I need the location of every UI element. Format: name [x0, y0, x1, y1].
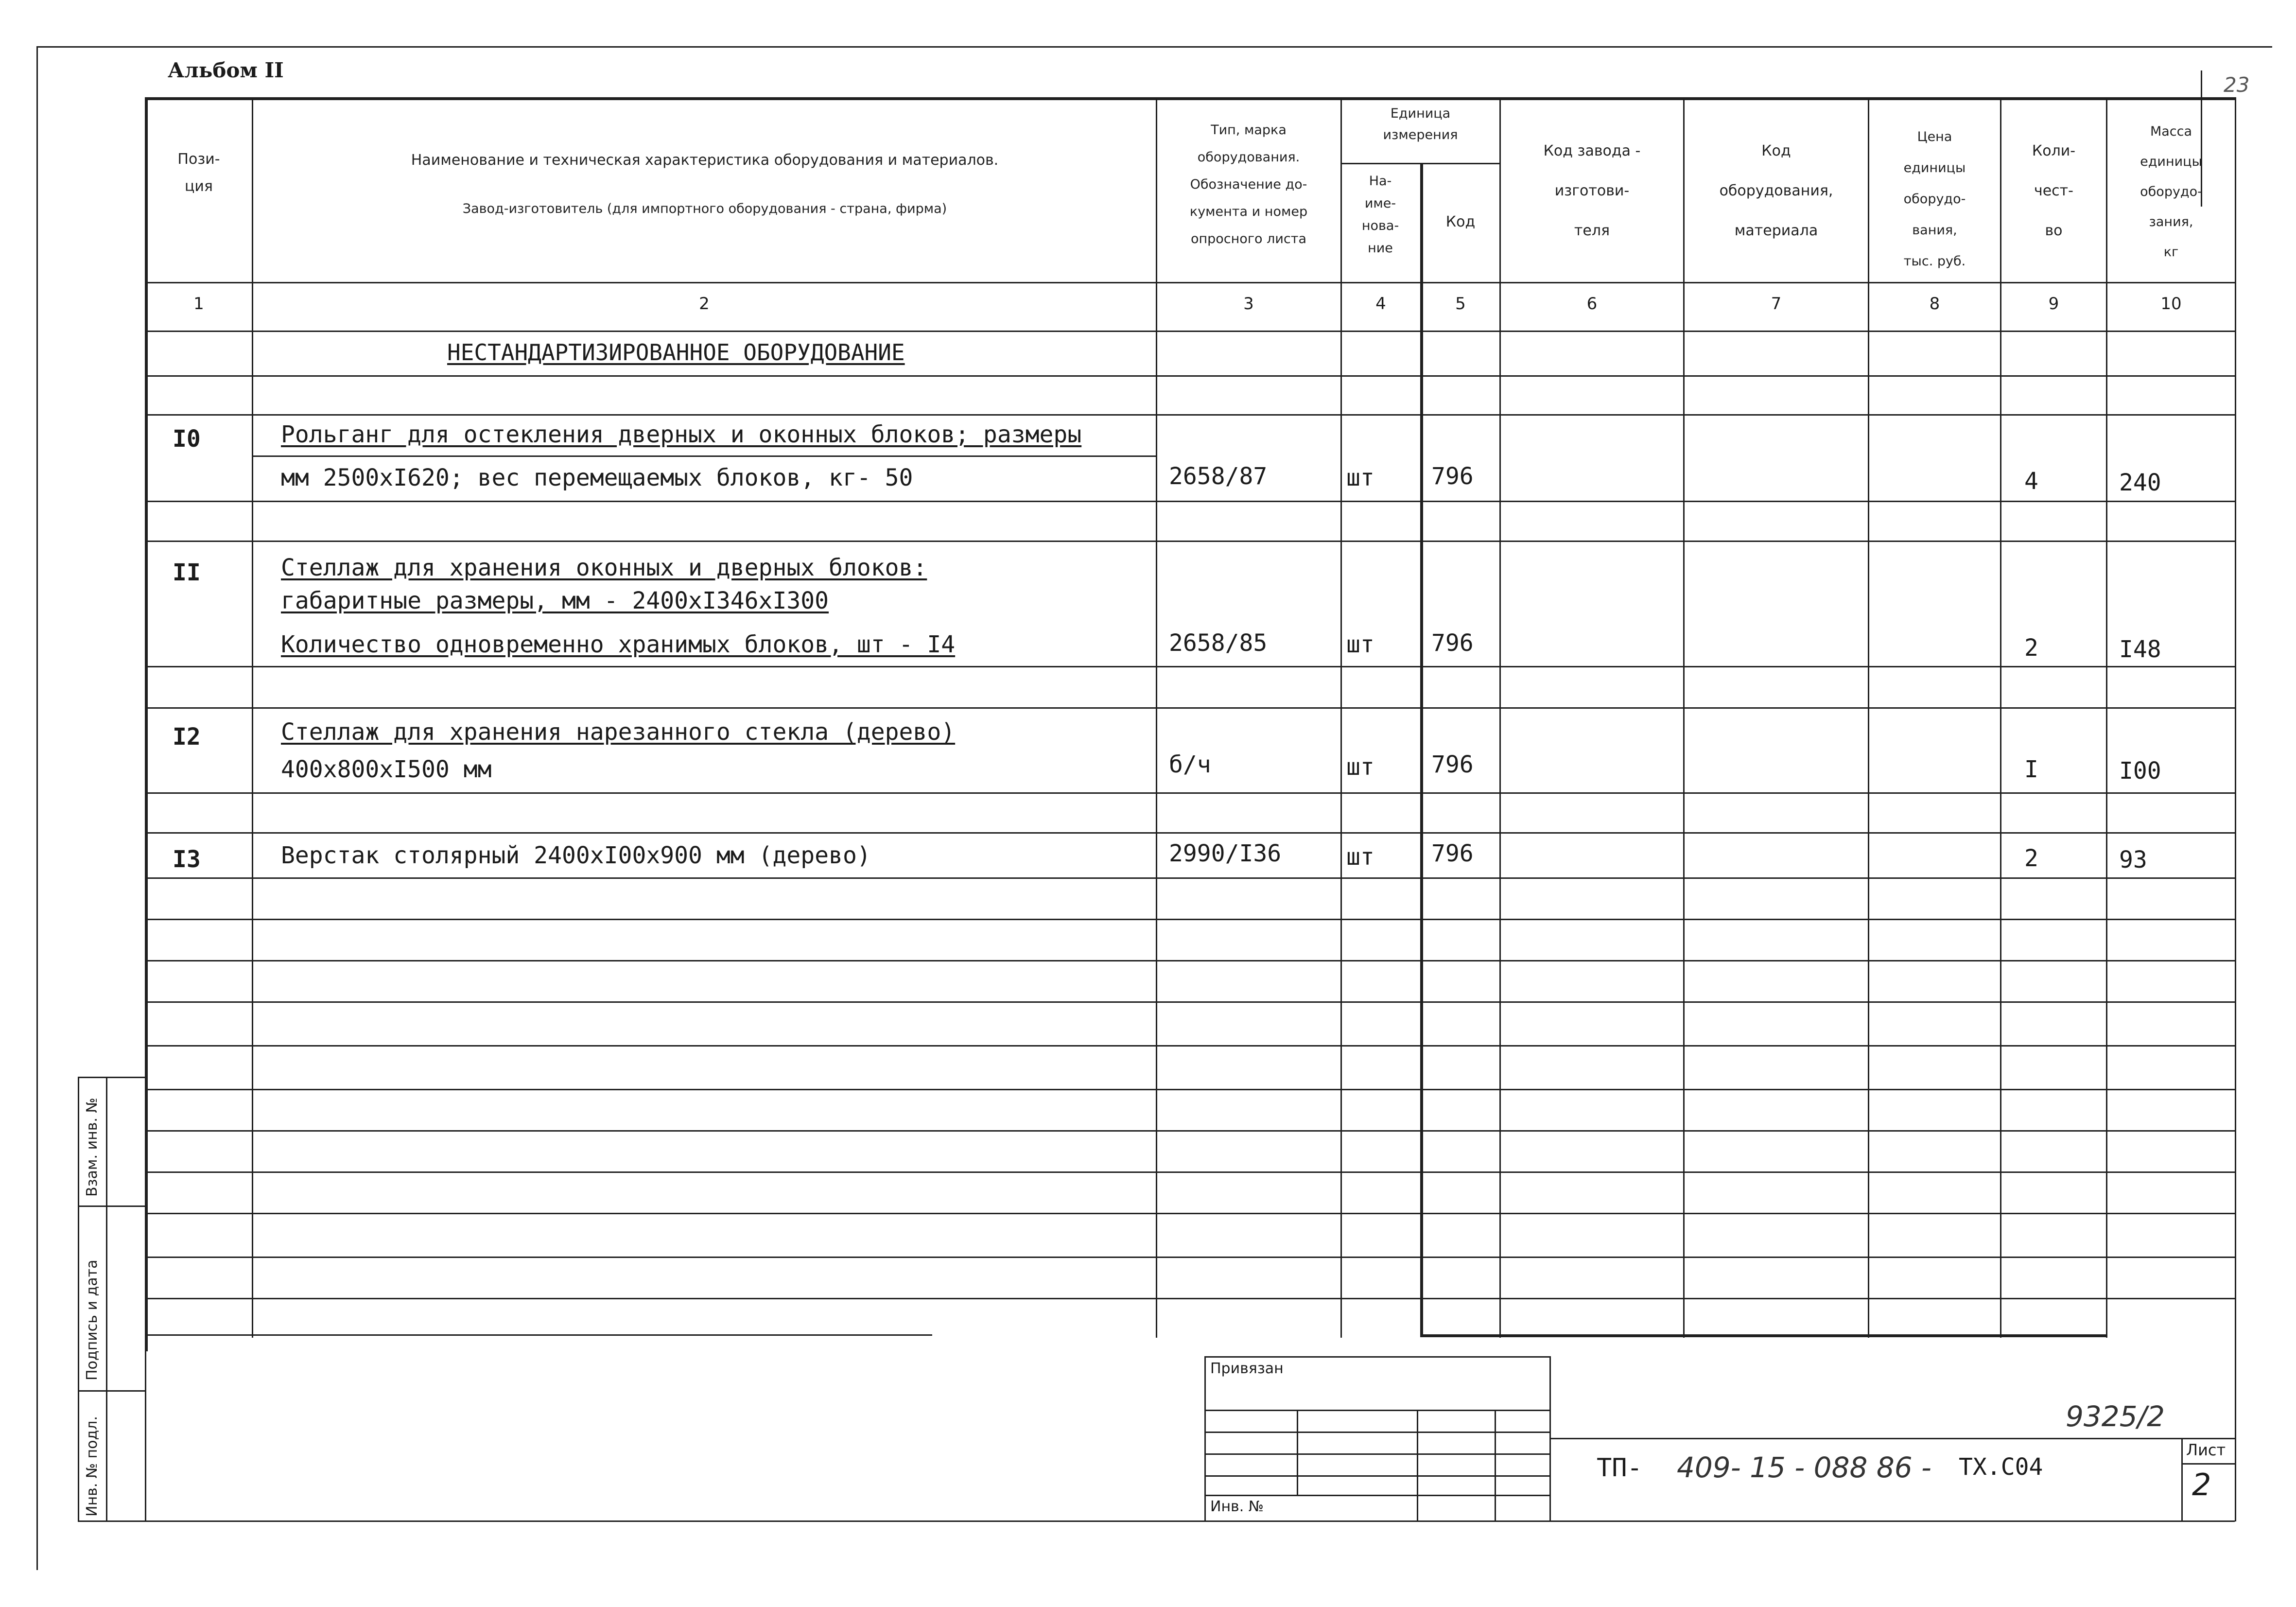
privyazan-col: [1495, 1410, 1496, 1521]
item-unit: шт: [1346, 753, 1374, 781]
row-line: [252, 455, 1156, 457]
item-unit: шт: [1346, 464, 1374, 491]
col2-header: Наименование и техническая характеристика оборудования и материалов. Завод-изготовитель (для импортного оборудования - страна, фирма): [411, 152, 999, 216]
stamp-left-frame: [145, 1337, 146, 1521]
sheet-number: 2: [2192, 1467, 2211, 1502]
item-description-line: 400х800хI500 мм: [281, 756, 492, 783]
col1-header: Пози- ция: [177, 151, 220, 195]
item-position: I2: [173, 723, 201, 751]
stamp-right: [2235, 1337, 2236, 1521]
side-strip-left: [78, 1077, 79, 1521]
section-title: НЕСТАНДАРТИЗИРОВАННОЕ ОБОРУДОВАНИЕ: [447, 339, 905, 366]
sheet-label: Лист: [2186, 1441, 2226, 1459]
table-right: [2235, 97, 2236, 1337]
table-body-bottom: [1420, 1334, 2107, 1337]
column-number: 1: [193, 294, 204, 314]
item-unit: шт: [1346, 843, 1374, 871]
item-type-mark: 2658/87: [1169, 463, 1268, 490]
row-line: [145, 666, 2235, 667]
privyazan-col: [1417, 1410, 1418, 1521]
col-sep-9: [2106, 97, 2107, 1338]
privyazan-line: [1204, 1432, 1549, 1433]
col7-header: Код оборудования, материала: [1719, 142, 1833, 239]
side-strip-bottom: [78, 1520, 145, 1522]
stamp-bottom: [145, 1520, 2235, 1522]
item-quantity: I: [2024, 756, 2038, 783]
row-line: [145, 1001, 2235, 1003]
item-mass: 240: [2119, 469, 2161, 496]
column-number: 8: [1929, 294, 1940, 314]
row-line: [145, 877, 2235, 879]
stamp-code-line: [1549, 1438, 2235, 1439]
row-line: [145, 919, 2235, 920]
item-unit-code: 796: [1431, 840, 1474, 867]
row-line: [145, 541, 2235, 542]
column-number: 9: [2048, 294, 2059, 314]
item-mass: I00: [2119, 757, 2161, 785]
doc-number-handwritten: 9325/2: [2066, 1400, 2165, 1433]
item-description-line: габаритные размеры, мм - 2400хI346хI300: [281, 587, 829, 614]
col45-group-header: Единица измерения: [1383, 106, 1458, 142]
privyazan-line: [1204, 1475, 1549, 1477]
item-unit-code: 796: [1431, 629, 1474, 657]
item-unit-code: 796: [1431, 751, 1474, 778]
item-description-line: Стеллаж для хранения оконных и дверных блоков:: [281, 554, 927, 581]
column-number: 10: [2160, 294, 2182, 314]
row-line: [145, 960, 2235, 961]
col10-header: Масса единицы оборудо- зания, кг: [2140, 124, 2202, 260]
side-strip-sep: [78, 1205, 145, 1207]
col-sep-6: [1683, 97, 1685, 1338]
row-line: [145, 1298, 2235, 1299]
col5-header: Код: [1445, 213, 1476, 230]
item-type-mark: 2658/85: [1169, 629, 1268, 657]
privyazan-line: [1204, 1410, 1549, 1411]
table-top: [145, 97, 2235, 100]
side-label-vzam-inv: Взам. инв. №: [84, 1098, 101, 1197]
sheet-box-left: [2181, 1438, 2183, 1521]
col3-header: Тип, марка оборудования. Обозначение до- кумента и номер опросного листа: [1189, 122, 1308, 246]
item-description-line: Стеллаж для хранения нарезанного стекла (дерево): [281, 718, 956, 746]
item-mass: I48: [2119, 636, 2161, 663]
code-prefix: ТП-: [1597, 1453, 1642, 1483]
item-quantity: 2: [2024, 634, 2038, 662]
item-description-line: Количество одновременно хранимых блоков, шт - I4: [281, 631, 956, 658]
column-number: 3: [1243, 294, 1254, 314]
privyazan-label: Привязан: [1210, 1360, 1284, 1377]
side-label-inv-podl: Инв. № подл.: [84, 1416, 101, 1517]
column-number: 6: [1586, 294, 1598, 314]
column-number: 5: [1455, 294, 1466, 314]
row-line: [145, 707, 2235, 709]
item-type-mark: 2990/I36: [1169, 840, 1282, 867]
column-number: 4: [1375, 294, 1386, 314]
row-line: [145, 792, 2235, 794]
side-label-signature-date: Подпись и дата: [84, 1259, 101, 1380]
item-description-line: Рольганг для остекления дверных и оконных блоков; размеры: [281, 421, 1082, 448]
col-sep-4: [1420, 163, 1423, 1337]
item-unit-code: 796: [1431, 463, 1474, 490]
col4-header: На- имe- нова- ние: [1361, 174, 1399, 256]
privyazan-top: [1204, 1356, 1549, 1358]
col-sep-7: [1868, 97, 1869, 1338]
item-position: I0: [173, 425, 201, 453]
row-line: [145, 1045, 2235, 1047]
column-numbers-bottom: [145, 331, 2235, 332]
item-type-mark: б/ч: [1169, 751, 1211, 778]
col-sep-3: [1340, 97, 1342, 1338]
col-sep-2: [1156, 97, 1157, 1338]
privyazan-col: [1297, 1410, 1298, 1495]
item-mass: 93: [2119, 846, 2147, 873]
side-strip-top: [78, 1077, 145, 1078]
sheet-top-number: 23: [2224, 73, 2250, 97]
sheet-box-sep: [2181, 1463, 2235, 1465]
table-left: [145, 97, 148, 1351]
item-quantity: 4: [2024, 468, 2038, 495]
privyazan-line: [1204, 1453, 1549, 1455]
code-handwritten: 409- 15 - 088 86 -: [1677, 1451, 1931, 1484]
row-line: [145, 375, 2235, 377]
row-line: [145, 832, 2235, 834]
inv-no-label: Инв. №: [1210, 1498, 1264, 1515]
col9-header: Коли- чест- во: [2032, 142, 2076, 239]
side-strip-mid: [106, 1077, 107, 1521]
col-sep-8: [2000, 97, 2001, 1338]
col-sep-5: [1499, 97, 1501, 1338]
item-unit: шт: [1346, 631, 1374, 658]
row-line: [145, 1334, 932, 1336]
privyazan-left: [1204, 1356, 1206, 1521]
col8-header: Цена единицы оборудо- вания, тыс. руб.: [1903, 129, 1966, 269]
album-title: Альбом II: [168, 58, 284, 82]
item-position: I3: [173, 846, 201, 873]
side-strip-sep: [78, 1390, 145, 1392]
column-number: 2: [699, 294, 710, 314]
col-sep-1: [252, 97, 253, 1338]
row-line: [145, 414, 2235, 416]
row-line: [145, 1130, 2235, 1132]
frame-top: [36, 46, 2272, 48]
table-header-bottom: [145, 282, 2235, 283]
unit-group-line: [1340, 163, 1499, 164]
col6-header: Код завода - изготови- теля: [1543, 142, 1641, 239]
row-line: [145, 1089, 2235, 1090]
column-number: 7: [1771, 294, 1782, 314]
row-line: [145, 1171, 2235, 1173]
item-position: II: [173, 559, 201, 586]
item-quantity: 2: [2024, 845, 2038, 872]
code-suffix: ТХ.С04: [1959, 1453, 2043, 1481]
item-description-line: мм 2500хI620; вес перемещаемых блоков, кг- 50: [281, 464, 913, 491]
row-line: [145, 1213, 2235, 1214]
privyazan-line: [1204, 1495, 1549, 1496]
row-line: [145, 1257, 2235, 1258]
item-description-line: Верстак столярный 2400хI00х900 мм (дерево): [281, 842, 871, 869]
frame-left: [36, 46, 38, 1570]
row-line: [145, 501, 2235, 502]
